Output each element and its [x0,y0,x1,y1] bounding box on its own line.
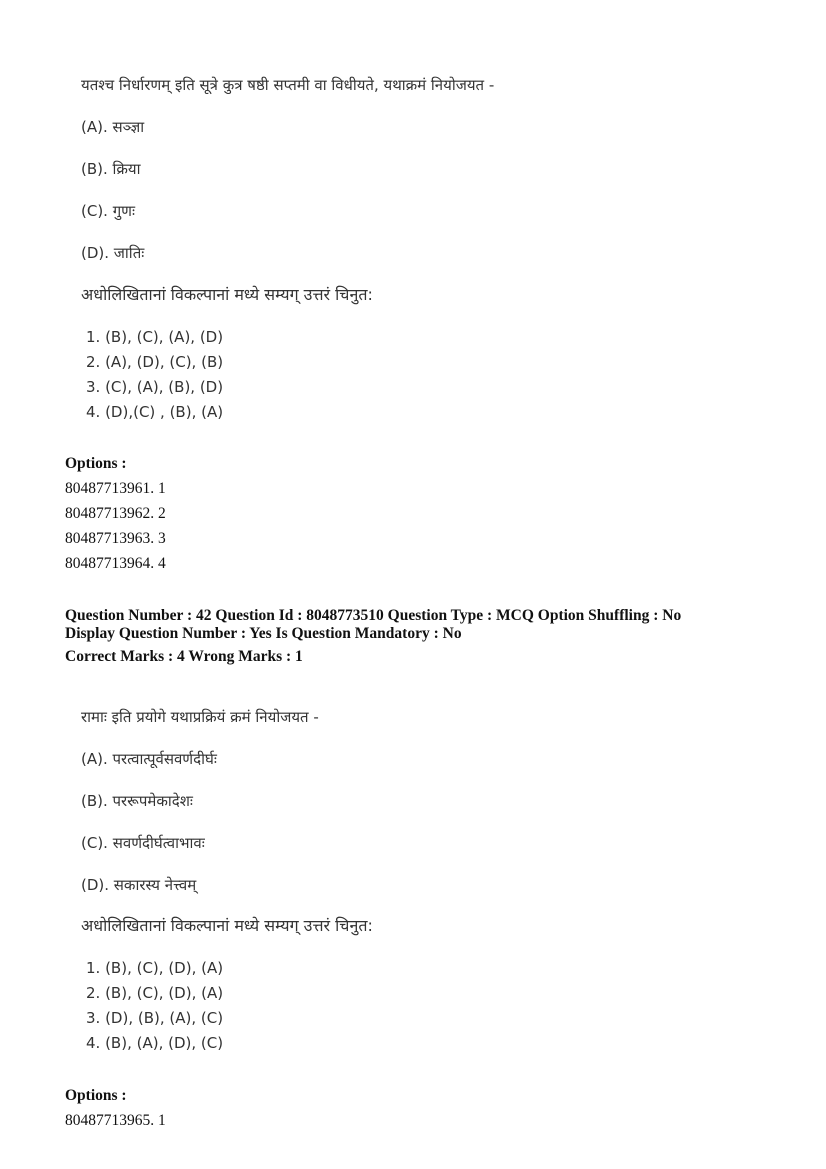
choice-3: 3. (D), (B), (A), (C) [86,1009,224,1027]
choice-4: 4. (D),(C) , (B), (A) [86,403,224,421]
question-marks: Correct Marks : 4 Wrong Marks : 1 [65,648,303,665]
option-id: 80487713963. 3 [65,530,166,547]
instruction: अधोलिखितानां विकल्पानां मध्ये सम्यग् उत्तरं चिनुत: [81,285,373,304]
instruction: अधोलिखितानां विकल्पानां मध्ये सम्यग् उत्तरं चिनुत: [81,916,373,935]
option-id: 80487713964. 4 [65,555,166,572]
item-c: (C). सवर्णदीर्घत्वाभावः [81,834,205,852]
choice-4: 4. (B), (A), (D), (C) [86,1034,224,1052]
choice-1: 1. (B), (C), (A), (D) [86,328,224,346]
choice-1: 1. (B), (C), (D), (A) [86,959,224,977]
item-b: (B). पररूपमेकादेशः [81,792,193,810]
option-id: 80487713962. 2 [65,505,166,522]
option-id: 80487713965. 1 [65,1112,166,1129]
item-b: (B). क्रिया [81,160,141,178]
item-d: (D). सकारस्य नेत्त्वम् [81,876,197,894]
choice-2: 2. (A), (D), (C), (B) [86,353,224,371]
choice-3: 3. (C), (A), (B), (D) [86,378,224,396]
options-label: Options : [65,455,127,472]
item-a: (A). परत्वात्पूर्वसवर्णदीर्घः [81,750,217,768]
choice-2: 2. (B), (C), (D), (A) [86,984,224,1002]
options-label: Options : [65,1087,127,1104]
question-stem: रामाः इति प्रयोगे यथाप्रक्रियं क्रमं नियोजयत - [81,708,319,726]
item-c: (C). गुणः [81,202,136,220]
question-meta: Question Number : 42 Question Id : 8048773510 Question Type : MCQ Option Shuffling : No [65,607,682,624]
question-meta: Display Question Number : Yes Is Question Mandatory : No [65,625,462,642]
option-id: 80487713961. 1 [65,480,166,497]
item-d: (D). जातिः [81,244,145,262]
item-a: (A). सञ्ज्ञा [81,118,145,136]
question-stem: यतश्च निर्धारणम् इति सूत्रे कुत्र षष्ठी सप्तमी वा विधीयते, यथाक्रमं नियोजयत - [81,76,495,94]
